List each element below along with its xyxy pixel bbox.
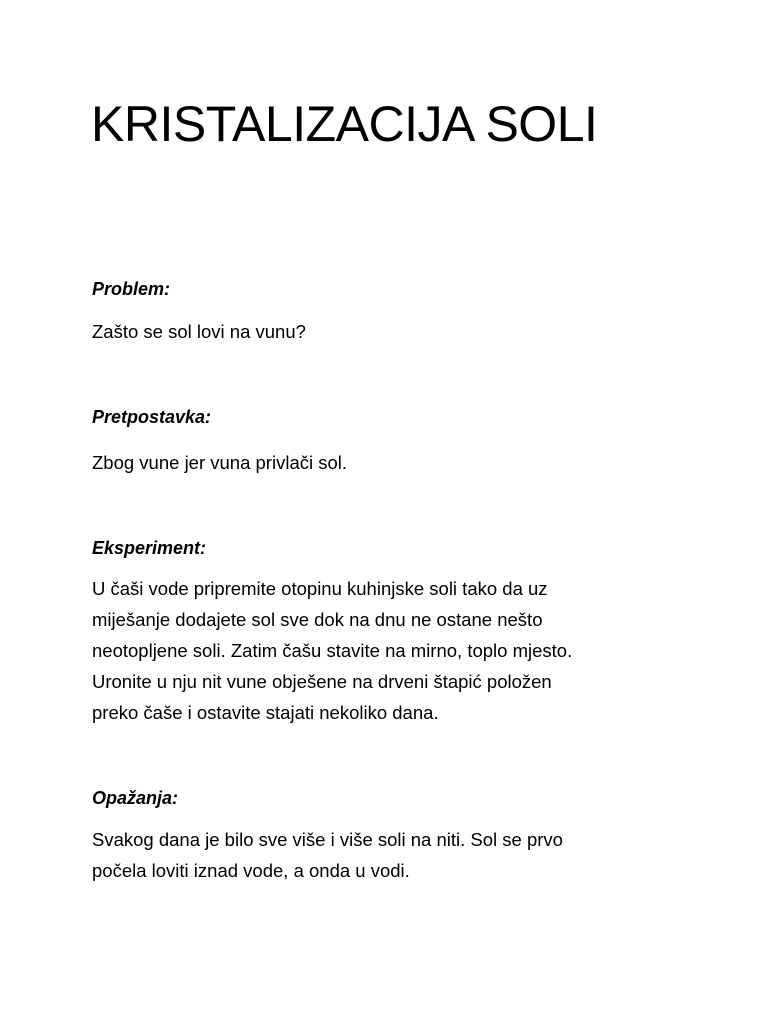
section-heading-problem: Problem: [92,279,171,299]
section-heading-hypothesis: Pretpostavka: [92,407,212,427]
body-line: Uronite u nju nit vune obješene na drveni štapić položen [92,671,552,692]
section-body-observations [92,824,692,886]
body-line: Svakog dana je bilo sve više i više soli na niti. Sol se prvo [92,829,563,850]
section-body-problem [92,316,692,347]
body-line: neotopljene soli. Zatim čašu stavite na mirno, toplo mjesto. [92,640,573,661]
section-body-experiment [92,573,692,728]
section-body-hypothesis [92,447,692,478]
section-heading-observations: Opažanja: [92,788,179,808]
body-line: preko čaše i ostavite stajati nekoliko dana. [92,702,439,723]
body-line: miješanje dodajete sol sve dok na dnu ne ostane nešto [92,609,543,630]
body-line: počela loviti iznad vode, a onda u vodi. [92,860,410,881]
document-title: KRISTALIZACIJA SOLI [91,96,598,152]
body-line: Zbog vune jer vuna privlači sol. [92,452,348,473]
body-line: Zašto se sol lovi na vunu? [92,321,306,342]
section-heading-experiment: Eksperiment: [92,538,207,558]
body-line: U čaši vode pripremite otopinu kuhinjske soli tako da uz [92,578,548,599]
